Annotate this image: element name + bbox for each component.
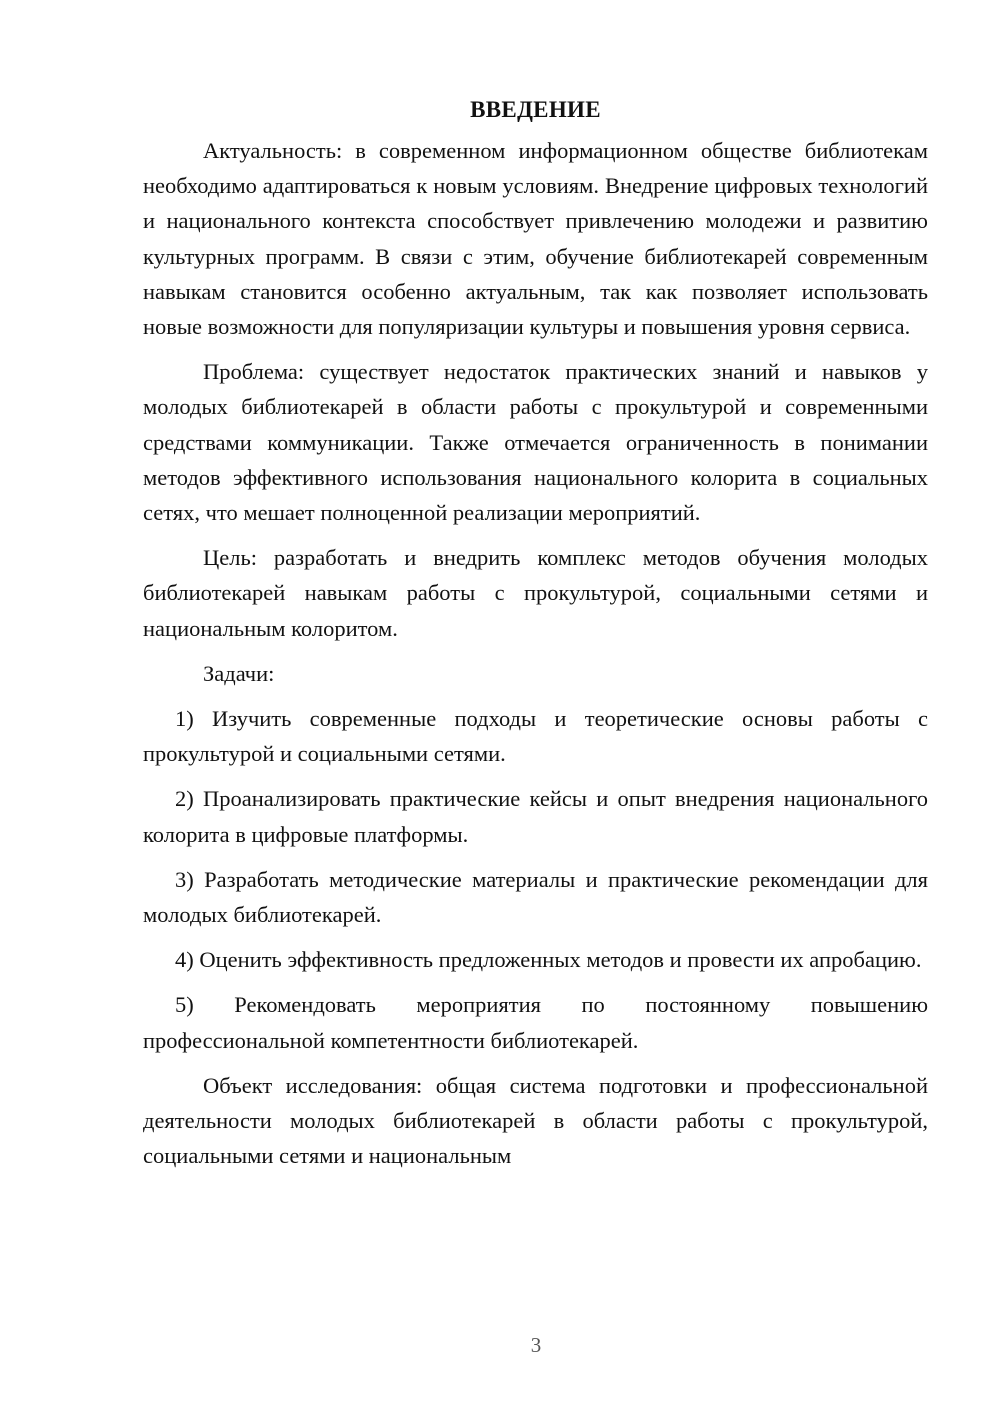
paragraph-object: Объект исследования: общая система подготовки и профессиональной деятельности молодых библиотекарей в области работы с прокультурой, социальными сетями и национальным [143,1072,928,1169]
task-item: 1) Изучить современные подходы и теоретические основы работы с прокультурой и социальными сетями. [143,706,928,767]
task-item: 3) Разработать методические материалы и практические рекомендации для молодых библиотекарей. [143,866,928,928]
task-item: 5) Рекомендовать мероприятия по постоянному повышению профессиональной компетентности библиотекарей. [143,992,928,1053]
page-number: 3 [530,1333,542,1357]
paragraph-problem: Проблема: существует недостаток практических знаний и навыков у молодых библиотекарей в области работы с прокультурой и современными средствами коммуникации. Также отмечается ограниченность в понимании методов эффективного использования национального колорита в социальных сетях, что мешает полноценной реализации мероприятий. [143,359,928,526]
tasks-heading: Задачи: [203,660,275,686]
tasks-list [143,701,928,1058]
paragraph-relevance: Актуальность: в современном информационном обществе библиотекам необходимо адаптироваться к новым условиям. Внедрение цифровых технологий и национального контекста способствует привлечению молодежи и развитию культурных программ. В связи с этим, обучение библиотекарей современным навыкам становится особенно актуальным, так как позволяет использовать новые возможности для популяризации культуры и повышения уровня сервиса. [143,138,928,340]
paragraph-goal: Цель: разработать и внедрить комплекс методов обучения молодых библиотекарей навыкам работы с прокультурой, социальными сетями и национальным колоритом. [143,545,928,641]
page-title: ВВЕДЕНИЕ [470,97,601,122]
task-item: 4) Оценить эффективность предложенных методов и провести их апробацию. [175,947,922,973]
document-page [143,92,928,1173]
task-item: 2) Проанализировать практические кейсы и опыт внедрения национального колорита в цифровые платформы. [143,786,928,847]
